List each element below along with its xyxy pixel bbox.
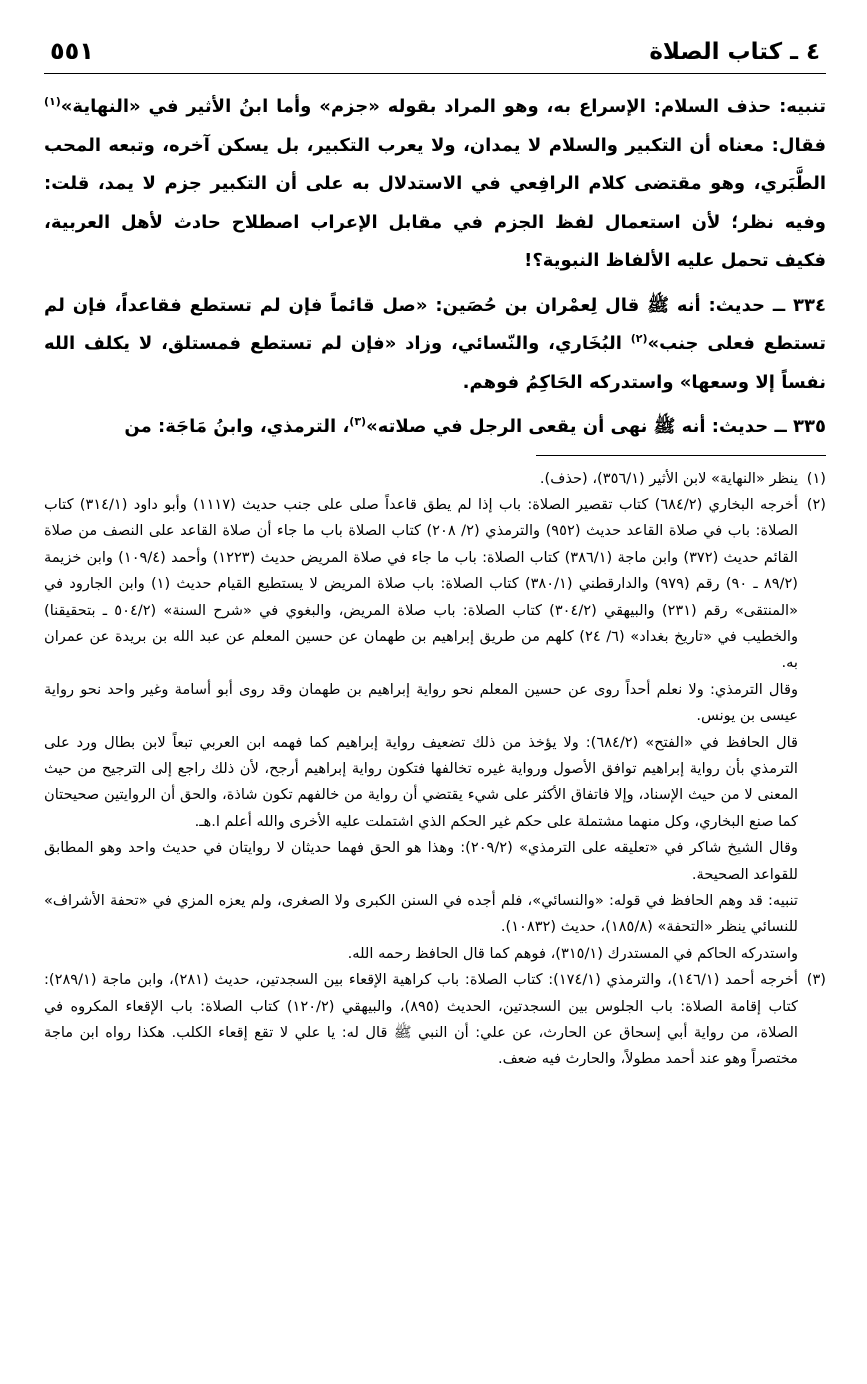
footnote-paragraph: تنبيه: قد وهم الحافظ في قوله: «والنسائي»، فلم أجده في السنن الكبرى ولا الصغرى، ولم يعزه المزي في «تحفة الأشراف» للنسائي ينظر «التحفة» (١٨٥/٨)، حديث (١٠٨٣٢). bbox=[44, 892, 798, 936]
footnote-number: (١) bbox=[806, 469, 826, 487]
page bbox=[44, 18, 826, 1378]
paragraph-text: البُخَاري، والنّسائي، وزاد «فإن لم تستطع فمستلق، لا يكلف الله نفساً إلا وسعها» واستدركه الحَاكِمُ فوهم. bbox=[44, 333, 826, 393]
footnote-ref-1[interactable]: (١) bbox=[44, 95, 61, 108]
page-number: ٥٥١ bbox=[50, 37, 94, 65]
paragraph-text: حديث: أنه ﷺ قال لِعمْران بن حُصَين: «صل قائماً فإن لم تستطع فقاعداً، فإن لم تستطع فعلى جنب» bbox=[44, 294, 826, 354]
footnote-paragraph: وقال الشيخ شاكر في «تعليقه على الترمذي» (٢٠٩/٢): وهذا هو الحق فهما حديثان لا روايتان في حديث واحد وهو المطابق للقواعد الصحيحة. bbox=[44, 839, 798, 883]
footnote-divider bbox=[536, 455, 826, 456]
footnote-paragraph: أخرجه أحمد (١٤٦/١)، والترمذي (١٧٤/١): كتاب الصلاة: باب كراهية الإقعاء بين السجدتين، حديث (٢٨١)، وابن ماجة (٢٨٩/١): كتاب إقامة الصلاة: باب الجلوس بين السجدتين، الحديث (٨٩٥)، والبيهقي (١٢٠/٢) كتاب الصلاة: باب الإقعاء المكروه في الصلاة، من رواية أبي إسحاق عن الحارث، عن علي: أن النبي ﷺ قال له: يا علي لا تقع إقعاء الكلب. هكذا رواه ابن ماجة مختصراً وهو عند أحمد مطولاً، والحارث فيه ضعف. bbox=[44, 971, 798, 1068]
footnote-body bbox=[44, 466, 798, 492]
hadith-number: ٣٣٥ ــ bbox=[774, 416, 826, 437]
footnote-ref-2[interactable]: (٢) bbox=[630, 332, 648, 345]
footnote-3 bbox=[44, 967, 826, 1073]
hadith-334 bbox=[44, 287, 826, 403]
footnote-body bbox=[44, 967, 798, 1073]
chapter-title: ٤ ـ كتاب الصلاة bbox=[649, 39, 820, 65]
footnote-paragraph: ينظر «النهاية» لابن الأثير (٣٥٦/١)، (حذف). bbox=[539, 469, 798, 487]
footnote-paragraph: أخرجه البخاري (٦٨٤/٢) كتاب تقصير الصلاة: باب إذا لم يطق قاعداً صلى على جنب حديث (١١١٧) وأبو داود (٣١٤/١) كتاب الصلاة: باب في صلاة القاعد حديث (٩٥٢) والترمذي (٢/ ٢٠٨) كتاب الصلاة باب ما جاء أن صلاة القاعد على النصف من صلاة القائم حديث (٣٧٢) وابن ماجة (٣٨٦/١) كتاب الصلاة: باب ما جاء في صلاة المريض حديث (١٢٢٣) وأحمد (١٠٩/٤) وابن خزيمة (٨٩/٢ ـ ٩٠) رقم (٩٧٩) والدارقطني (٣٨٠/١) كتاب الصلاة: باب صلاة المريض لا يستطيع القيام حديث (١) وابن الجارود في «المنتقى» رقم (٢٣١) والبيهقي (٣٠٤/٢) كتاب الصلاة: باب صلاة المريض، والبغوي في «شرح السنة» (٥٠٤/٢ ـ بتحقيقنا) والخطيب في «تاريخ بغداد» (٦/ ٢٤) كلهم من طريق إبراهيم بن طهمان عن حسين المعلم عن عبد الله بن بريدة عن عمران به. bbox=[44, 495, 799, 672]
footnote-body bbox=[44, 492, 798, 967]
footnote-2 bbox=[44, 492, 826, 967]
paragraph-text: حديث: أنه ﷺ نهى أن يقعى الرجل في صلاته» bbox=[366, 416, 775, 437]
paragraph-text: فقال: معناه أن التكبير والسلام لا يمدان، ولا يعرب التكبير، بل يسكن آخره، وتبعه المحب الطَّبَري، وهو مقتضى كلام الرافِعي في الاستدلال به على أن التكبير جزم لا يمد، قلت: وفيه نظر؛ لأن استعمال لفظ الجزم في مقابل الإعراب اصطلاح حادث لأهل العربية، فكيف تحمل عليه الألفاظ النبوية؟! bbox=[44, 134, 826, 271]
paragraph-text: ، الترمذي، وابنُ مَاجَة: من bbox=[124, 416, 350, 437]
paragraph-note bbox=[44, 88, 826, 281]
hadith-number: ٣٣٤ ــ bbox=[772, 294, 826, 316]
footnote-paragraph: قال الحافظ في «الفتح» (٦٨٤/٢): ولا يؤخذ من ذلك تضعيف رواية إبراهيم كما فهمه ابن العربي تبعاً لابن بطال ورد على الترمذي بأن رواية إبراهيم توافق الأصول ورواية غيره تخالفها فتكون رواية إبراهيم أرجح، لأن ذلك راجع إلى الترجيح من حيث المعنى لا من حيث الإسناد، وإلا فاتفاق الأكثر على شيء يقتضي أن رواية من خالفهم تكون شاذة، والحق أن الروايتين صحيحتان كما صنع البخاري، وكل منهما مشتملة على حكم غير الحكم الذي اشتملت عليه الأخرى والله أعلم ا.هـ. bbox=[44, 733, 798, 830]
footnote-ref-3[interactable]: (٣) bbox=[349, 415, 367, 428]
footnote-number: (٢) bbox=[806, 495, 826, 513]
footnote-number: (٣) bbox=[806, 971, 826, 989]
running-header bbox=[44, 18, 826, 74]
footnote-paragraph: وقال الترمذي: ولا نعلم أحداً روى عن حسين المعلم نحو رواية إبراهيم بن طهمان وقد روى أبو أسامة وغير واحد نحو رواية عيسى بن يونس. bbox=[44, 680, 798, 725]
footnote-1 bbox=[44, 466, 826, 492]
main-text bbox=[44, 88, 826, 447]
footnote-paragraph: واستدركه الحاكم في المستدرك (٣١٥/١)، فوهم كما قال الحافظ رحمه الله. bbox=[347, 944, 798, 962]
hadith-335 bbox=[44, 408, 826, 447]
note-label: تنبيه: bbox=[779, 96, 826, 117]
footnotes bbox=[44, 466, 826, 1073]
paragraph-text: حذف السلام: الإسراع به، وهو المراد بقوله «جزم» وأما ابنُ الأثير في «النهاية» bbox=[60, 96, 780, 117]
